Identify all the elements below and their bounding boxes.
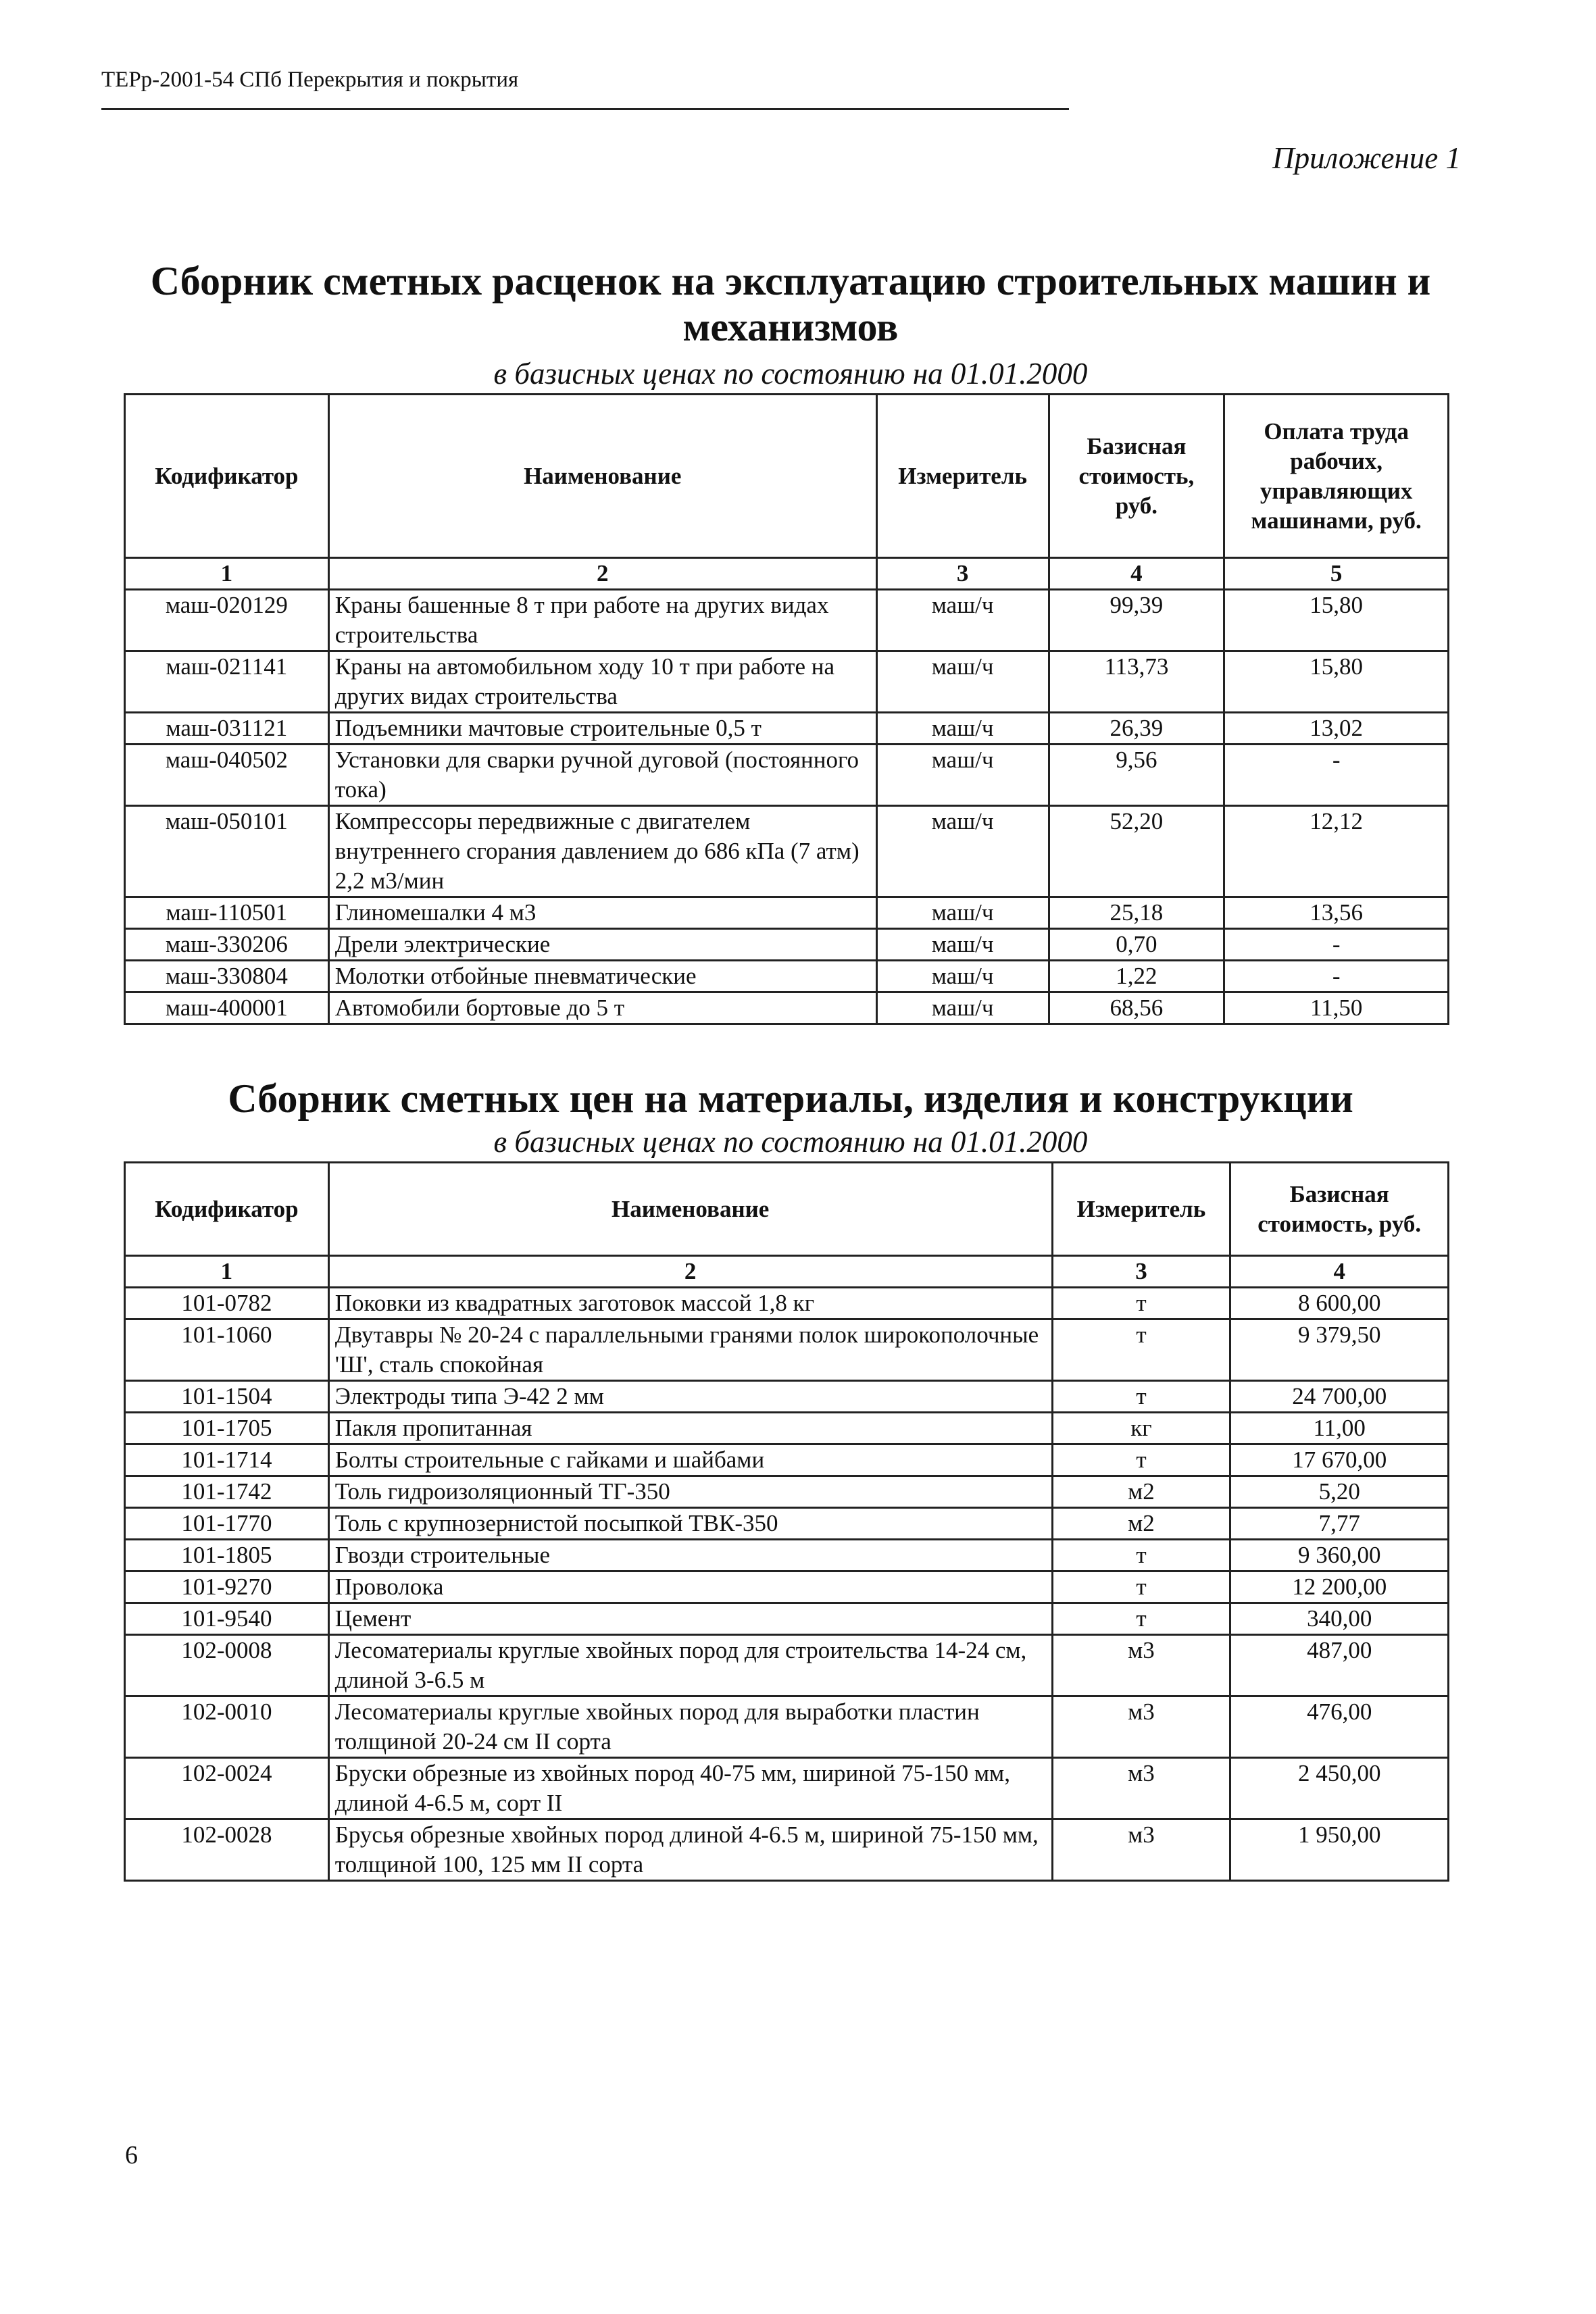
table-cell: Глиномешалки 4 м3 <box>328 897 876 929</box>
table-cell: 101-1742 <box>125 1476 329 1508</box>
column-header: Базисная стоимость, руб. <box>1049 395 1224 558</box>
appendix-label: Приложение 1 <box>1272 141 1461 175</box>
table-row <box>125 806 1449 897</box>
table-row <box>125 992 1449 1024</box>
table-cell: 15,80 <box>1224 590 1449 651</box>
table-cell: 11,00 <box>1230 1413 1449 1444</box>
table-row <box>125 1476 1449 1508</box>
table-cell: 25,18 <box>1049 897 1224 929</box>
table-row <box>125 1381 1449 1413</box>
column-number: 3 <box>876 558 1049 590</box>
table-cell: маш/ч <box>876 806 1049 897</box>
table-row <box>125 1508 1449 1540</box>
table-cell: 9 379,50 <box>1230 1319 1449 1381</box>
table-cell: Бруски обрезные из хвойных пород 40-75 мм, шириной 75-150 мм, длиной 4-6.5 м, сорт II <box>328 1758 1052 1819</box>
table-cell: т <box>1052 1571 1230 1603</box>
table-row <box>125 651 1449 713</box>
table-cell: 99,39 <box>1049 590 1224 651</box>
machines-section-subtitle: в базисных ценах по состоянию на 01.01.2000 <box>493 357 1088 391</box>
table-cell: 1,22 <box>1049 961 1224 992</box>
table-row <box>125 897 1449 929</box>
table-cell: маш-021141 <box>125 651 329 713</box>
table-cell: 101-1714 <box>125 1444 329 1476</box>
materials-section-title: Сборник сметных цен на материалы, изделия и конструкции <box>228 1076 1353 1121</box>
table-cell: маш/ч <box>876 713 1049 745</box>
table-cell: 13,56 <box>1224 897 1449 929</box>
table-row <box>125 961 1449 992</box>
table-cell: Гвозди строительные <box>328 1540 1052 1571</box>
table-row <box>125 1603 1449 1635</box>
table-cell: Компрессоры передвижные с двигателем внутреннего сгорания давлением до 686 кПа (7 атм) 2,2 м3/мин <box>328 806 876 897</box>
table-cell: маш/ч <box>876 897 1049 929</box>
column-header: Измеритель <box>876 395 1049 558</box>
table-cell: т <box>1052 1540 1230 1571</box>
column-number: 5 <box>1224 558 1449 590</box>
table-cell: м3 <box>1052 1819 1230 1881</box>
table-cell: 1 950,00 <box>1230 1819 1449 1881</box>
column-number: 2 <box>328 558 876 590</box>
table-cell: 7,77 <box>1230 1508 1449 1540</box>
materials-section-subtitle: в базисных ценах по состоянию на 01.01.2000 <box>493 1125 1088 1159</box>
column-header: Кодификатор <box>125 395 329 558</box>
table-cell: 101-1805 <box>125 1540 329 1571</box>
column-header: Наименование <box>328 1163 1052 1256</box>
table-cell: т <box>1052 1288 1230 1319</box>
table-cell: 101-1705 <box>125 1413 329 1444</box>
table-cell: м2 <box>1052 1476 1230 1508</box>
table-cell: 52,20 <box>1049 806 1224 897</box>
table-cell: 101-0782 <box>125 1288 329 1319</box>
table-cell: 113,73 <box>1049 651 1224 713</box>
table-cell: маш-020129 <box>125 590 329 651</box>
table-cell: т <box>1052 1444 1230 1476</box>
table-cell: 102-0008 <box>125 1635 329 1696</box>
table-cell: Установки для сварки ручной дуговой (постоянного тока) <box>328 745 876 806</box>
table-cell: 26,39 <box>1049 713 1224 745</box>
document-header: ТЕРр-2001-54 СПб Перекрытия и покрытия <box>101 68 519 92</box>
table-cell: 340,00 <box>1230 1603 1449 1635</box>
table-cell: Проволока <box>328 1571 1052 1603</box>
table-cell: 101-9540 <box>125 1603 329 1635</box>
table-cell: 11,50 <box>1224 992 1449 1024</box>
table-cell: маш/ч <box>876 590 1049 651</box>
column-number: 4 <box>1049 558 1224 590</box>
table-row <box>125 1444 1449 1476</box>
table-cell: Толь с крупнозернистой посыпкой ТВК-350 <box>328 1508 1052 1540</box>
column-header: Оплата труда рабочих, управляющих машинами, руб. <box>1224 395 1449 558</box>
table-cell: 9,56 <box>1049 745 1224 806</box>
table-cell: маш/ч <box>876 961 1049 992</box>
table-cell: Молотки отбойные пневматические <box>328 961 876 992</box>
table-row <box>125 1696 1449 1758</box>
table-row <box>125 590 1449 651</box>
table-cell: 0,70 <box>1049 929 1224 961</box>
table-cell: 101-1504 <box>125 1381 329 1413</box>
table-cell: Лесоматериалы круглые хвойных пород для выработки пластин толщиной 20-24 см II сорта <box>328 1696 1052 1758</box>
table-cell: 102-0028 <box>125 1819 329 1881</box>
table-cell: Краны на автомобильном ходу 10 т при работе на других видах строительства <box>328 651 876 713</box>
table-cell: Поковки из квадратных заготовок массой 1,8 кг <box>328 1288 1052 1319</box>
table-cell: 13,02 <box>1224 713 1449 745</box>
table-cell: Болты строительные с гайками и шайбами <box>328 1444 1052 1476</box>
table-row <box>125 713 1449 745</box>
table-row <box>125 1540 1449 1571</box>
table-cell: Пакля пропитанная <box>328 1413 1052 1444</box>
table-cell: Брусья обрезные хвойных пород длиной 4-6.5 м, шириной 75-150 мм, толщиной 100, 125 мм II сорта <box>328 1819 1052 1881</box>
table-cell: Краны башенные 8 т при работе на других видах строительства <box>328 590 876 651</box>
column-number: 3 <box>1052 1256 1230 1288</box>
table-cell: Дрели электрические <box>328 929 876 961</box>
table-cell: кг <box>1052 1413 1230 1444</box>
column-number: 2 <box>328 1256 1052 1288</box>
table-row <box>125 1758 1449 1819</box>
table-cell: маш-330206 <box>125 929 329 961</box>
machines-section-title: Сборник сметных расценок на эксплуатацию строительных машин и механизмов <box>150 259 1431 349</box>
table-cell: 101-9270 <box>125 1571 329 1603</box>
table-row <box>125 1635 1449 1696</box>
column-number: 4 <box>1230 1256 1449 1288</box>
column-header: Кодификатор <box>125 1163 329 1256</box>
table-cell: Двутавры № 20-24 с параллельными гранями полок широкополочные 'Ш', сталь спокойная <box>328 1319 1052 1381</box>
table-cell: маш/ч <box>876 745 1049 806</box>
table-cell: 102-0010 <box>125 1696 329 1758</box>
table-cell: 12 200,00 <box>1230 1571 1449 1603</box>
table-cell: Электроды типа Э-42 2 мм <box>328 1381 1052 1413</box>
table-cell: м3 <box>1052 1696 1230 1758</box>
table-cell: 17 670,00 <box>1230 1444 1449 1476</box>
table-cell: 487,00 <box>1230 1635 1449 1696</box>
table-cell: 68,56 <box>1049 992 1224 1024</box>
materials-table <box>124 1161 1449 1882</box>
table-cell: Подъемники мачтовые строительные 0,5 т <box>328 713 876 745</box>
table-cell: т <box>1052 1319 1230 1381</box>
table-cell: маш-330804 <box>125 961 329 992</box>
table-cell: Автомобили бортовые до 5 т <box>328 992 876 1024</box>
table-cell: 8 600,00 <box>1230 1288 1449 1319</box>
table-cell: - <box>1224 961 1449 992</box>
table-row <box>125 1413 1449 1444</box>
table-row <box>125 1319 1449 1381</box>
column-number: 1 <box>125 558 329 590</box>
table-cell: 102-0024 <box>125 1758 329 1819</box>
table-cell: маш-031121 <box>125 713 329 745</box>
table-row <box>125 1819 1449 1881</box>
table-cell: 5,20 <box>1230 1476 1449 1508</box>
table-row <box>125 929 1449 961</box>
table-cell: маш/ч <box>876 651 1049 713</box>
column-number: 1 <box>125 1256 329 1288</box>
table-cell: маш-050101 <box>125 806 329 897</box>
table-cell: маш-110501 <box>125 897 329 929</box>
table-cell: 15,80 <box>1224 651 1449 713</box>
table-cell: 101-1770 <box>125 1508 329 1540</box>
header-divider <box>101 108 1069 110</box>
table-cell: Лесоматериалы круглые хвойных пород для строительства 14-24 см, длиной 3-6.5 м <box>328 1635 1052 1696</box>
table-cell: 9 360,00 <box>1230 1540 1449 1571</box>
table-cell: 24 700,00 <box>1230 1381 1449 1413</box>
table-cell: маш-040502 <box>125 745 329 806</box>
table-cell: - <box>1224 745 1449 806</box>
column-header: Базисная стоимость, руб. <box>1230 1163 1449 1256</box>
table-row <box>125 1571 1449 1603</box>
table-cell: 12,12 <box>1224 806 1449 897</box>
table-cell: Толь гидроизоляционный ТГ-350 <box>328 1476 1052 1508</box>
table-row <box>125 1288 1449 1319</box>
table-cell: т <box>1052 1381 1230 1413</box>
table-cell: т <box>1052 1603 1230 1635</box>
table-cell: м2 <box>1052 1508 1230 1540</box>
machines-table <box>124 393 1449 1025</box>
table-cell: 2 450,00 <box>1230 1758 1449 1819</box>
table-cell: Цемент <box>328 1603 1052 1635</box>
table-cell: м3 <box>1052 1635 1230 1696</box>
table-cell: маш/ч <box>876 992 1049 1024</box>
table-row <box>125 745 1449 806</box>
table-cell: 476,00 <box>1230 1696 1449 1758</box>
table-cell: маш-400001 <box>125 992 329 1024</box>
table-cell: - <box>1224 929 1449 961</box>
column-header: Измеритель <box>1052 1163 1230 1256</box>
table-cell: 101-1060 <box>125 1319 329 1381</box>
page-number: 6 <box>125 2141 138 2169</box>
table-cell: м3 <box>1052 1758 1230 1819</box>
column-header: Наименование <box>328 395 876 558</box>
table-cell: маш/ч <box>876 929 1049 961</box>
